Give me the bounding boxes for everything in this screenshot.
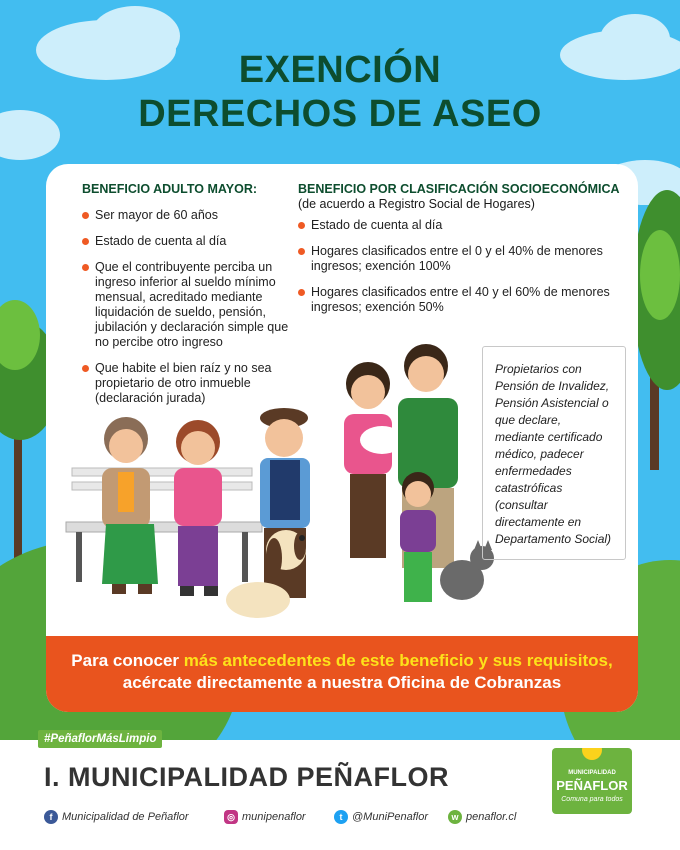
logo-watermark: MUNICIPALIDAD PEÑAFLOR Comuna para todos	[544, 576, 632, 613]
list-item: Que habite el bien raíz y no sea propietario de otro inmueble (declaración jurada)	[82, 361, 292, 406]
twitter-icon: t	[334, 810, 348, 824]
website-link[interactable]: w penaflor.cl	[448, 810, 516, 824]
bullet-icon	[82, 212, 89, 219]
banner-line-2: acércate directamente a nuestra Oficina de Cobranzas	[122, 673, 562, 692]
bullet-icon	[298, 248, 305, 255]
facebook-link[interactable]: f Municipalidad de Peñaflor	[44, 810, 189, 824]
content-card	[46, 164, 638, 712]
page-title	[0, 48, 680, 136]
banner-line-1: Para conocer más antecedentes de este beneficio y sus requisitos,	[71, 651, 613, 670]
title-line-2: DERECHOS DE ASEO	[138, 93, 542, 135]
socioeconomica-heading: BENEFICIO POR CLASIFICACIÓN SOCIOECONÓMICA	[298, 182, 620, 196]
socioeconomica-subheading: (de acuerdo a Registro Social de Hogares)	[298, 197, 535, 211]
bench-illustration	[66, 468, 262, 582]
bullet-icon	[82, 264, 89, 271]
info-banner	[46, 636, 638, 712]
title-line-1: EXENCIÓN	[238, 49, 442, 91]
social-links	[44, 810, 564, 826]
tree-illustration	[640, 230, 680, 320]
footer	[0, 733, 680, 850]
list-item: Estado de cuenta al día	[298, 218, 628, 233]
bullet-icon	[298, 289, 305, 296]
list-item: Hogares clasificados entre el 0 y el 40% de menores ingresos; exención 100%	[298, 244, 628, 274]
list-item: Ser mayor de 60 años	[82, 208, 292, 223]
twitter-link[interactable]: t @MuniPenaflor	[334, 810, 428, 824]
woman-with-baby-illustration	[344, 362, 404, 558]
hashtag-badge: #PeñaflorMásLimpio	[38, 730, 162, 748]
note-text: Propietarios con Pensión de Invalidez, Pensión Asistencial o que declare, mediante certificado médico, padecer enfermedades catastróficas (consultar directamente en Departamento Social)	[495, 362, 612, 546]
elderly-woman-illustration	[102, 417, 158, 594]
sun-icon	[582, 748, 602, 760]
web-icon: w	[448, 810, 462, 824]
child-illustration	[400, 472, 436, 602]
elderly-woman-2-illustration	[174, 420, 222, 596]
facebook-icon: f	[44, 810, 58, 824]
municipality-name: I. MUNICIPALIDAD PEÑAFLOR	[44, 762, 449, 792]
socioeconomica-section	[298, 182, 628, 315]
bullet-icon	[298, 222, 305, 229]
adulto-mayor-heading: BENEFICIO ADULTO MAYOR:	[82, 182, 258, 196]
list-item: Hogares clasificados entre el 40 y el 60% de menores ingresos; exención 50%	[298, 285, 628, 315]
note-box	[482, 346, 626, 560]
people-illustration	[46, 344, 496, 636]
bullet-icon	[82, 238, 89, 245]
municipality-logo: MUNICIPALIDAD PEÑAFLOR Comuna para todos	[552, 748, 632, 814]
list-item: Que el contribuyente perciba un ingreso inferior al sueldo mínimo mensual, acreditado mediante liquidación de sueldo, pensión, jubilación y declaración simple que no percibe otro ingreso	[82, 260, 292, 350]
list-item: Estado de cuenta al día	[82, 234, 292, 249]
instagram-link[interactable]: ◎ munipenaflor	[224, 810, 306, 824]
instagram-icon: ◎	[224, 810, 238, 824]
